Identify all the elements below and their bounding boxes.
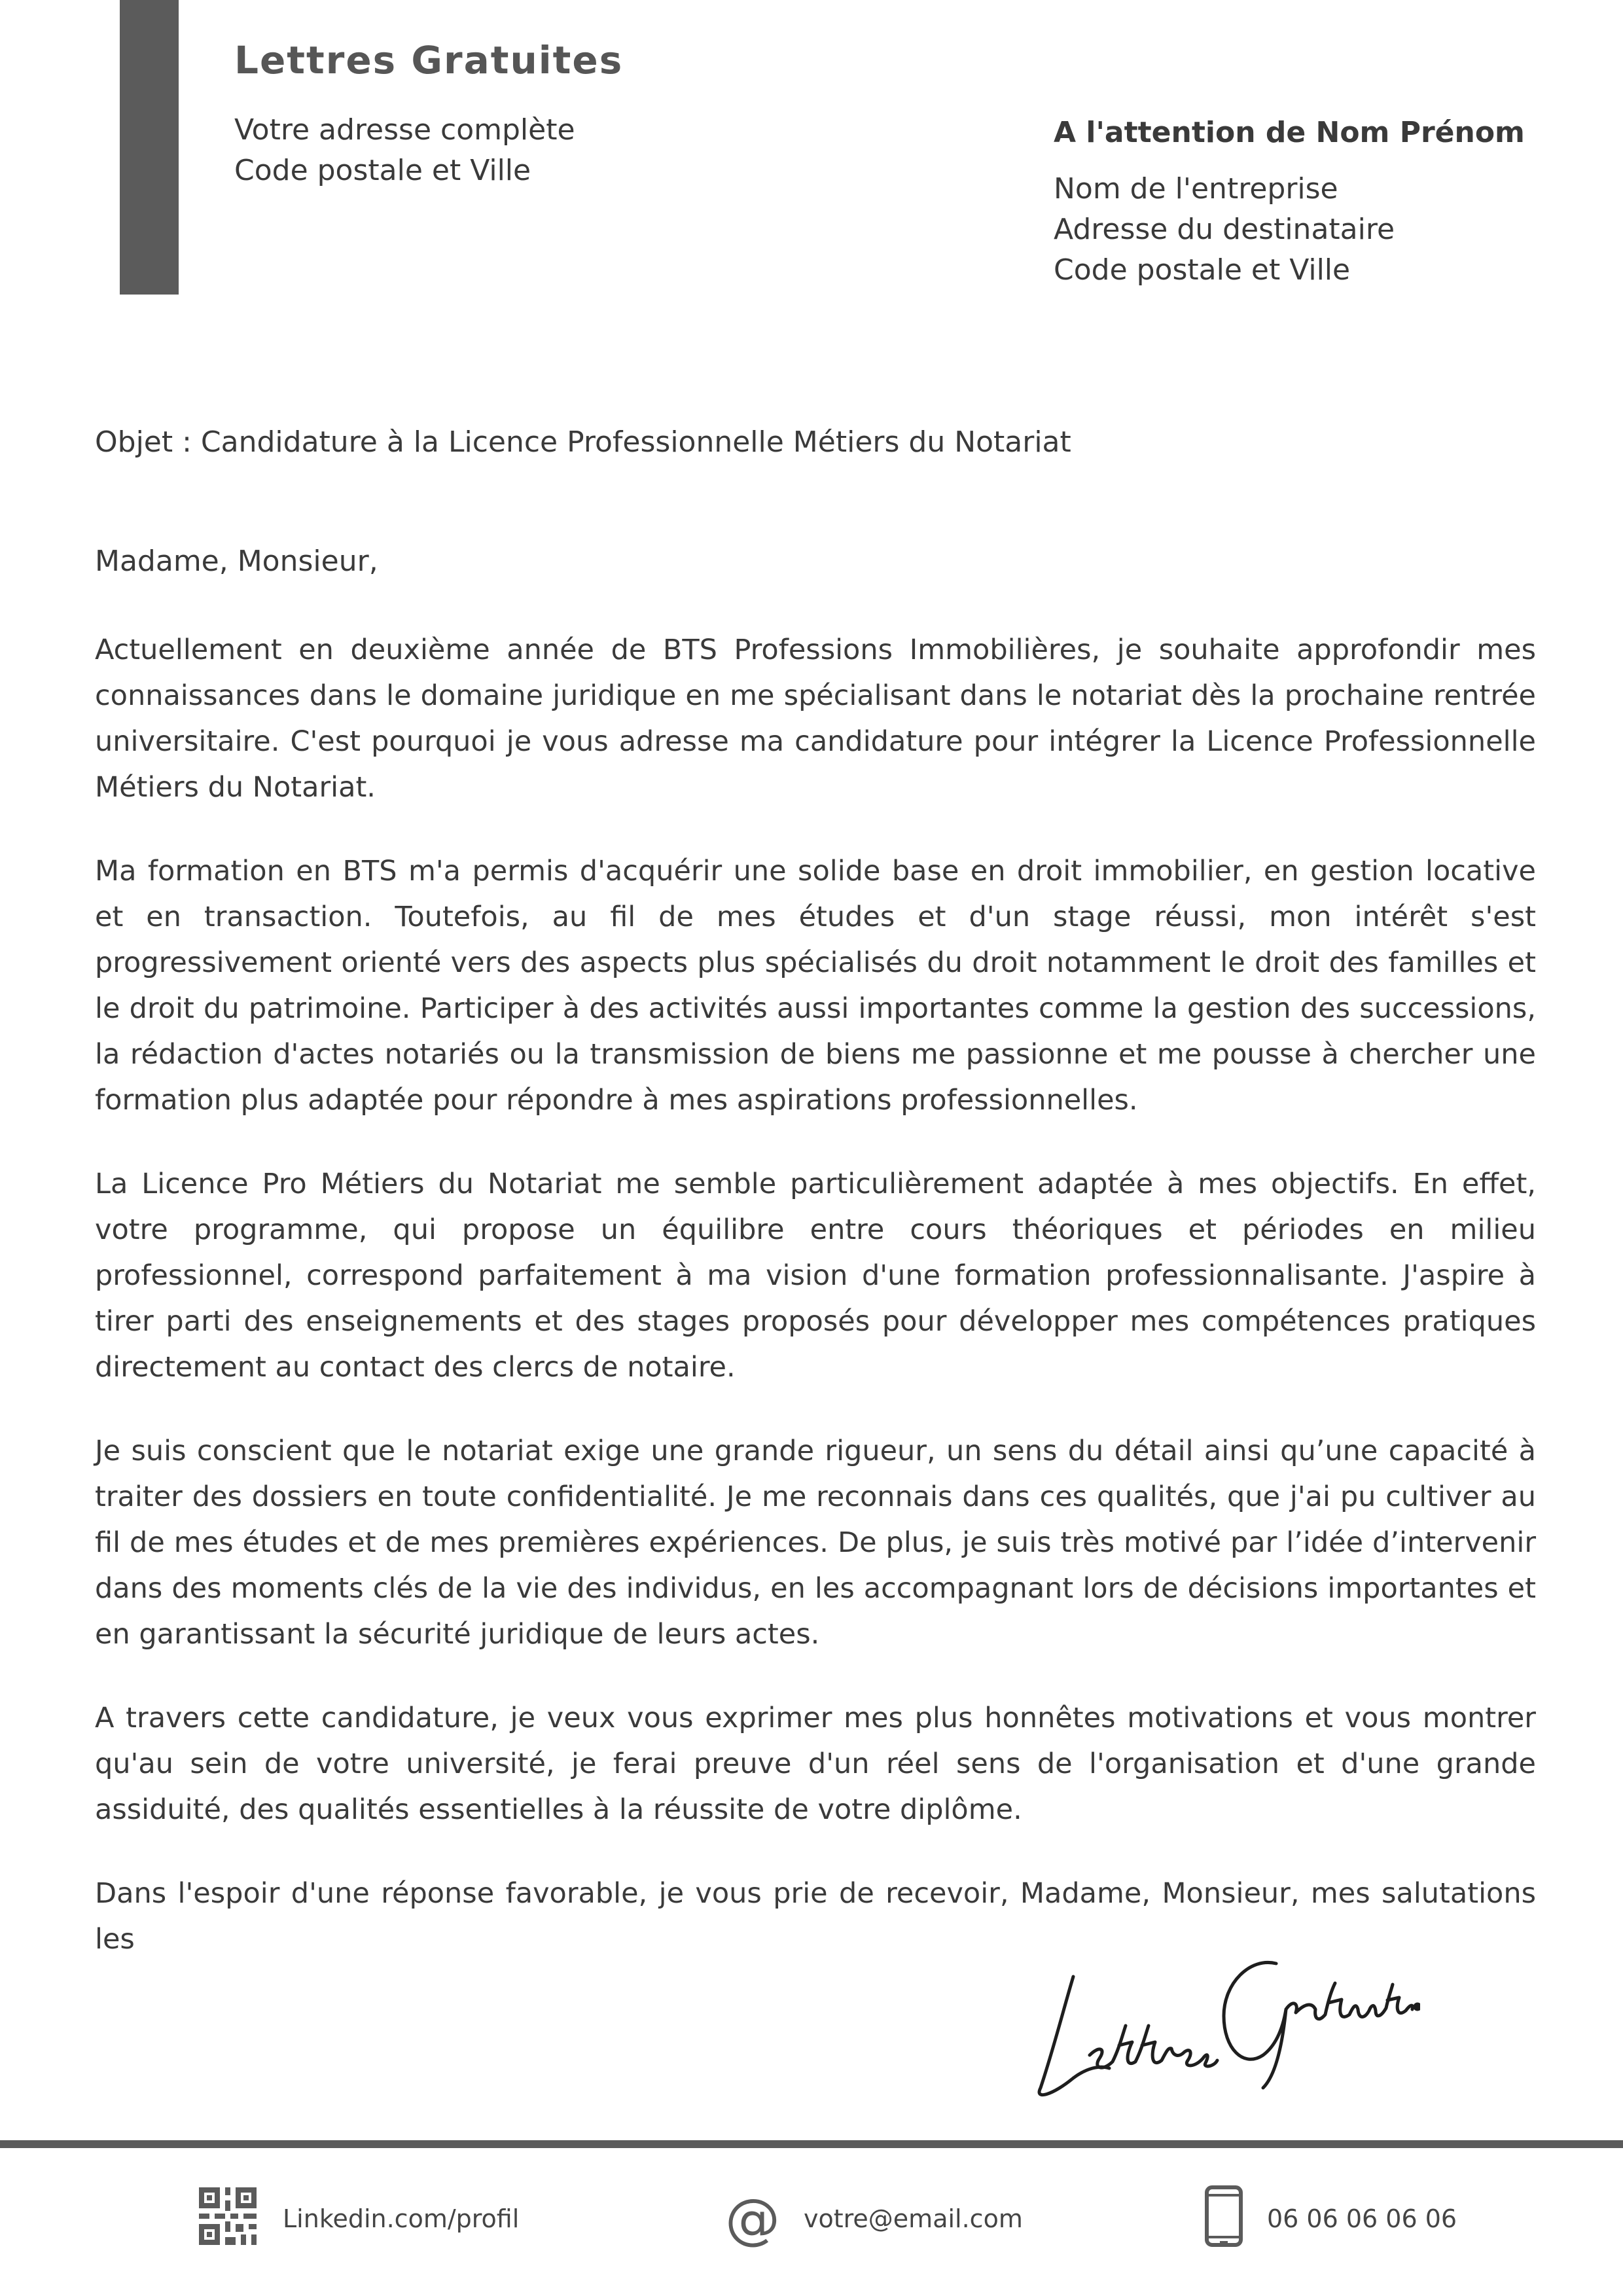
phone-number[interactable]: 06 06 06 06 06 xyxy=(1267,2204,1457,2233)
recipient-city: Code postale et Ville xyxy=(1054,253,1351,287)
footer-linkedin xyxy=(196,2186,519,2251)
recipient-address: Adresse du destinataire xyxy=(1054,213,1395,246)
sender-address-line: Votre adresse complète xyxy=(234,113,575,147)
sender-city-line: Code postale et Ville xyxy=(234,154,531,187)
recipient-attention: A l'attention de Nom Prénom xyxy=(1054,116,1525,149)
body-paragraph: Ma formation en BTS m'a permis d'acquérir une solide base en droit immobilier, en gestion locative et en transaction. Toutefois, au fil de mes études et d'un stage réussi, mon intérêt s'est progressivement orienté vers des aspects plus spécialisés du droit notamment le droit des familles et le droit du patrimoine. Participer à des activités aussi importantes comme la gestion des successions, la rédaction d'actes notariés ou la transmission de biens me passionne et me pousse à chercher une formation plus adaptée pour répondre à mes aspirations professionnelles. xyxy=(95,855,1536,1117)
linkedin-url[interactable]: Linkedin.com/profil xyxy=(283,2204,520,2233)
header-accent-bar xyxy=(120,0,179,295)
sender-name: Lettres Gratuites xyxy=(234,38,624,82)
footer-divider xyxy=(0,2140,1623,2148)
sender-address-block xyxy=(234,110,575,191)
handwritten-signature xyxy=(1027,1937,1420,2108)
body-paragraph: A travers cette candidature, je veux vous exprimer mes plus honnêtes motivations et vous montrer qu'au sein de votre université, je ferai preuve d'un réel sens de l'organisation et d'une grande assiduité, des qualités essentielles à la réussite de votre diplôme. xyxy=(95,1702,1536,1826)
recipient-block xyxy=(1054,113,1525,291)
letter-salutation: Madame, Monsieur, xyxy=(95,545,378,578)
letter-subject: Objet : Candidature à la Licence Professionnelle Métiers du Notariat xyxy=(95,425,1071,459)
body-paragraph: Dans l'espoir d'une réponse favorable, je vous prie de recevoir, Madame, Monsieur, mes salutations les xyxy=(95,1877,1536,1956)
footer-phone xyxy=(1204,2186,1457,2251)
letter-body xyxy=(95,627,1536,2000)
footer-email xyxy=(725,2186,1023,2251)
body-paragraph: La Licence Pro Métiers du Notariat me semble particulièrement adaptée à mes objectifs. En effet, votre programme, qui propose un équilibre entre cours théoriques et périodes en milieu professionnel, correspond parfaitement à ma vision d'une formation professionnalisante. J'aspire à tirer parti des enseignements et des stages proposés pour développer mes compétences pratiques directement au contact des clercs de notaire. xyxy=(95,1168,1536,1384)
at-sign-icon: @ xyxy=(725,2187,780,2251)
recipient-company: Nom de l'entreprise xyxy=(1054,172,1338,206)
email-address[interactable]: votre@email.com xyxy=(804,2204,1023,2233)
smartphone-icon xyxy=(1204,2185,1243,2253)
body-paragraph: Je suis conscient que le notariat exige une grande rigueur, un sens du détail ainsi qu’une capacité à traiter des dossiers en toute confidentialité. Je me reconnais dans ces qualités, que j'ai pu cultiver au fil de mes études et de mes premières expériences. De plus, je suis très motivé par l’idée d’intervenir dans des moments clés de la vie des individus, en les accompagnant lors de décisions importantes et en garantissant la sécurité juridique de leurs actes. xyxy=(95,1435,1536,1651)
qr-code-icon xyxy=(196,2185,259,2253)
body-paragraph: Actuellement en deuxième année de BTS Professions Immobilières, je souhaite approfondir mes connaissances dans le domaine juridique en me spécialisant dans le notariat dès la prochaine rentrée universitaire. C'est pourquoi je vous adresse ma candidature pour intégrer la Licence Professionnelle Métiers du Notariat. xyxy=(95,634,1536,804)
